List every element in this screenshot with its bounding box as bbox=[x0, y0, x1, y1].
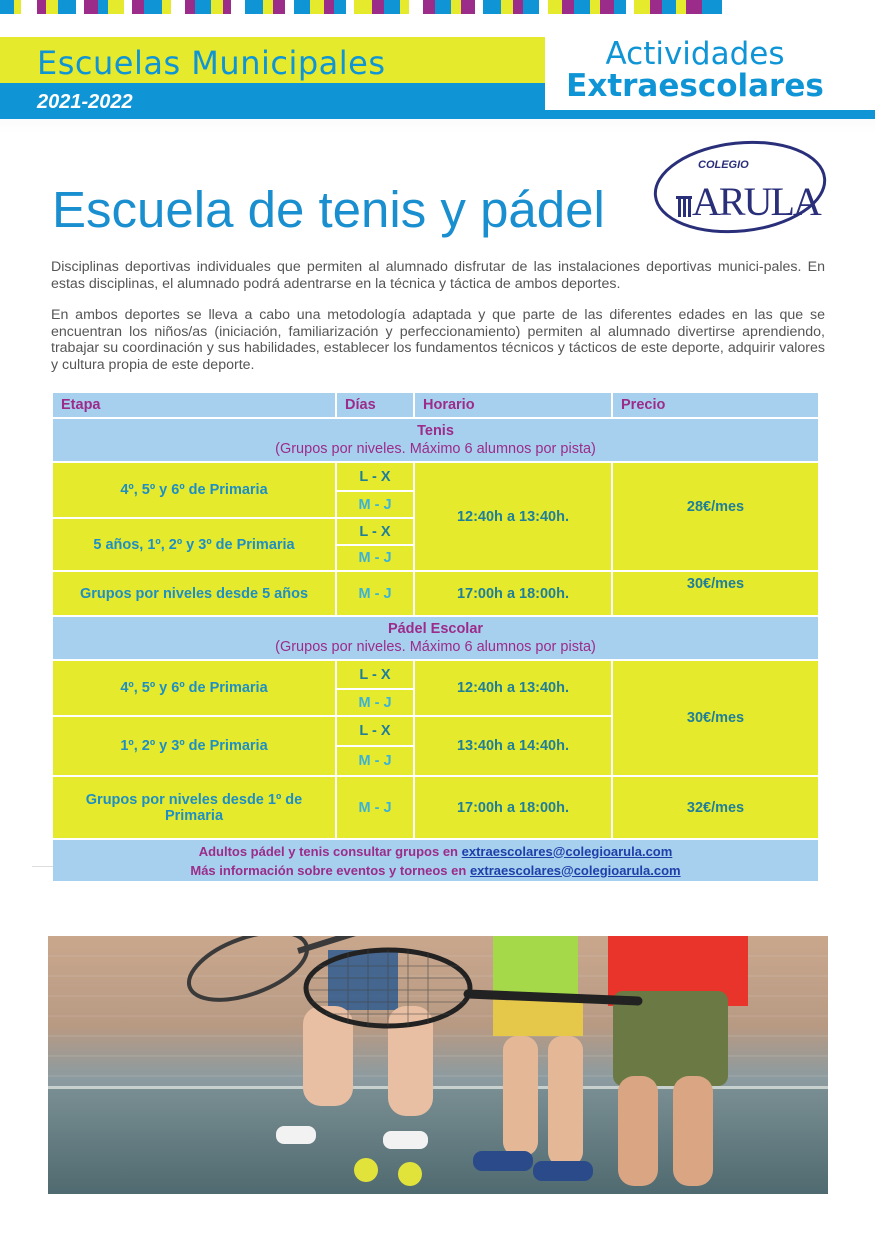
table-row bbox=[52, 571, 819, 616]
padel-shared-price: 30€/mes bbox=[612, 660, 819, 776]
header-year: 2021-2022 bbox=[37, 91, 133, 113]
padel-day-3: M - J bbox=[336, 776, 414, 839]
tenis-section-heading bbox=[52, 418, 819, 462]
tenis-stage-2: 5 años, 1º, 2º y 3º de Primaria bbox=[52, 518, 336, 571]
tenis-day-2b: M - J bbox=[336, 545, 414, 571]
decorative-line bbox=[32, 866, 53, 867]
padel-section-row bbox=[52, 616, 819, 660]
padel-time-3: 17:00h a 18:00h. bbox=[414, 776, 612, 839]
footer-email-link-2[interactable]: extraescolares@colegioarula.com bbox=[469, 862, 681, 878]
color-stripe-band bbox=[0, 0, 875, 14]
header-blue-line bbox=[545, 110, 875, 119]
padel-section-title: Pádel Escolar bbox=[387, 621, 484, 637]
footer-row bbox=[52, 839, 819, 882]
tenis-shared-price: 28€/mes bbox=[612, 462, 819, 571]
tenis-section-row bbox=[52, 418, 819, 462]
padel-time-1: 12:40h a 13:40h. bbox=[414, 660, 612, 716]
header-dias: Días bbox=[336, 392, 414, 418]
page-title: Escuela de tenis y pádel bbox=[52, 181, 605, 238]
padel-price-3: 32€/mes bbox=[612, 776, 819, 839]
padel-day-2a: L - X bbox=[336, 716, 414, 746]
tenis-shared-time: 12:40h a 13:40h. bbox=[414, 462, 612, 571]
padel-section-subtitle: (Grupos por niveles. Máximo 6 alumnos por pista) bbox=[275, 639, 596, 655]
header-horario: Horario bbox=[414, 392, 612, 418]
padel-day-1b: M - J bbox=[336, 689, 414, 716]
tenis-stage-1: 4º, 5º y 6º de Primaria bbox=[52, 462, 336, 518]
padel-section-heading bbox=[52, 616, 819, 660]
table-row bbox=[52, 660, 819, 689]
tenis-price-3: 30€/mes bbox=[612, 571, 819, 616]
padel-day-1a: L - X bbox=[336, 660, 414, 689]
logo-arula-text: ARULA bbox=[692, 179, 820, 224]
padel-stage-3: Grupos por niveles desde 1º de Primaria bbox=[52, 776, 336, 839]
table-row bbox=[52, 462, 819, 491]
table-footer bbox=[52, 839, 819, 882]
tenis-stage-3: Grupos por niveles desde 5 años bbox=[52, 571, 336, 616]
tenis-day-1b: M - J bbox=[336, 491, 414, 518]
tenis-time-3: 17:00h a 18:00h. bbox=[414, 571, 612, 616]
header-etapa: Etapa bbox=[52, 392, 336, 418]
tenis-day-1a: L - X bbox=[336, 462, 414, 491]
padel-day-2b: M - J bbox=[336, 746, 414, 776]
header-activities-line2: Extraescolares bbox=[566, 68, 824, 104]
tenis-day-3: M - J bbox=[336, 571, 414, 616]
intro-paragraph: Disciplinas deportivas individuales que permiten al alumnado disfrutar de las instalaciones deportivas munici-pales. En estas disciplinas, el alumnado podrá adentrarse en la técnica y táctica de ambos deportes. bbox=[51, 259, 825, 292]
tenis-section-subtitle: (Grupos por niveles. Máximo 6 alumnos por pista) bbox=[275, 441, 596, 457]
logo-colegio-text: COLEGIO bbox=[698, 159, 749, 171]
tenis-section-title: Tenis bbox=[417, 423, 454, 439]
header-activities-line1: Actividades bbox=[605, 36, 785, 72]
header-precio: Precio bbox=[612, 392, 819, 418]
header-shadow bbox=[0, 119, 875, 133]
footer-email-link-1[interactable]: extraescolares@colegioarula.com bbox=[461, 843, 673, 859]
footer-info-text: Más información sobre eventos y torneos en bbox=[190, 862, 467, 878]
tennis-players-photo bbox=[48, 936, 828, 1194]
schedule-table bbox=[51, 391, 820, 883]
table-row bbox=[52, 776, 819, 839]
header-title: Escuelas Municipales bbox=[37, 44, 386, 82]
padel-stage-1: 4º, 5º y 6º de Primaria bbox=[52, 660, 336, 716]
padel-time-2: 13:40h a 14:40h. bbox=[414, 716, 612, 776]
footer-adults-text: Adultos pádel y tenis consultar grupos en bbox=[198, 843, 459, 859]
padel-stage-2: 1º, 2º y 3º de Primaria bbox=[52, 716, 336, 776]
table-header-row bbox=[52, 392, 819, 418]
colegio-arula-logo bbox=[652, 138, 828, 236]
methodology-paragraph: En ambos deportes se lleva a cabo una metodología adaptada y que parte de las diferentes edades en las que se encuentran los niños/as (iniciación, familiarización y perfeccionamiento) permiten al alumnado divertirse aprendiendo, trabajar su coordinación y sus habilidades, establecer los fundamentos técnicos y tácticos de este deporte, adquirir valores y cultura propia de este deporte. bbox=[51, 307, 825, 373]
tenis-day-2a: L - X bbox=[336, 518, 414, 545]
